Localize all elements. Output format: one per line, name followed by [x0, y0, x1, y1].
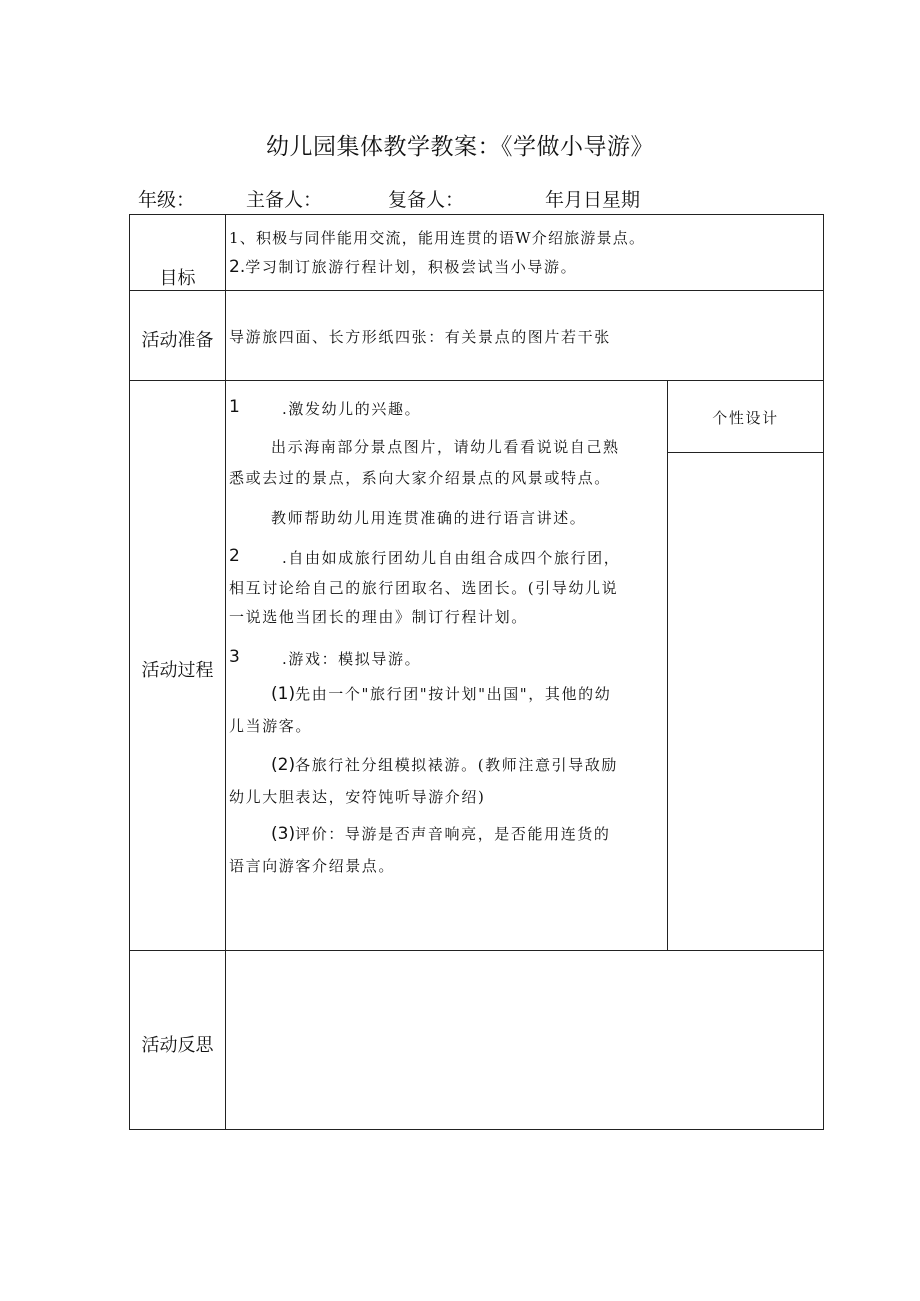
- sub-item-3-number: (3): [271, 824, 296, 844]
- preparation-label: 活动准备: [141, 330, 214, 351]
- step-1-title: .激发幼儿的兴趣。: [282, 400, 422, 418]
- sub-item-2-text: 各旅行社分组模拟裱游。(教师注意引导敌励: [295, 756, 618, 774]
- table-border-top: [129, 214, 824, 215]
- sub-item-3-line-2: 语言向游客介绍景点。: [229, 857, 396, 875]
- step-2-number: 2: [229, 546, 240, 566]
- row-divider-process: [129, 950, 824, 951]
- side-column-divider: [667, 380, 668, 951]
- step-2-line-1: .自由如成旅行团幼儿自由组合成四个旅行团，: [282, 549, 621, 567]
- sub-item-2-number: (2): [271, 755, 296, 775]
- personal-design-header: 个性设计: [712, 409, 779, 427]
- goal-2-text: 学习制订旅游行程计划，积极尝试当小导游。: [245, 258, 578, 276]
- process-label: 活动过程: [141, 660, 214, 681]
- sub-item-3-text: 评价：导游是否声音响亮，是否能用连货的: [295, 825, 611, 843]
- table-border-bottom: [129, 1129, 824, 1130]
- author-label: 主备人：: [246, 189, 323, 211]
- goals-label: 目标: [159, 268, 196, 289]
- side-header-divider: [667, 452, 824, 453]
- sub-item-1-number: (1): [271, 684, 296, 704]
- sub-item-1-line-2: 儿当游客。: [229, 717, 313, 735]
- step-1-paragraph-1-line-2: 悉或去过的景点，系向大家介绍景点的风景或特点。: [229, 469, 611, 487]
- row-divider-goals: [129, 290, 824, 291]
- co-author-label: 复备人：: [388, 189, 465, 211]
- date-label: 年月日星期: [545, 189, 641, 211]
- grade-label: 年级：: [138, 189, 196, 211]
- preparation-text: 导游旅四面、长方形纸四张：有关景点的图片若干张: [229, 328, 611, 346]
- step-2-line-2: 相互讨论给自己的旅行团取名、选团长。(引导幼儿说: [229, 579, 619, 597]
- sub-item-3-line-1: [271, 823, 611, 844]
- sub-item-1-line-1: [271, 683, 611, 704]
- row-divider-preparation: [129, 380, 824, 381]
- step-3-number: 3: [229, 647, 240, 667]
- sub-item-2-line-2: 幼儿大胆表达，安符饨听导游介绍): [229, 788, 486, 806]
- goal-line-1: 1、积极与同伴能用交流，能用连贯的语W介绍旅游景点。: [229, 229, 646, 247]
- step-2-line-3: 一说选他当团长的理由》制订行程计划。: [229, 608, 528, 626]
- step-1-number: 1: [229, 397, 240, 417]
- table-border-right: [823, 214, 824, 1130]
- sub-item-1-text: 先由一个"旅行团"按计划"出国"，其他的幼: [295, 685, 612, 703]
- page-title: 幼儿园集体教学教案：《学做小导游》: [266, 134, 654, 160]
- step-1-paragraph-2: 教师帮助幼儿用连贯准确的进行语言讲述。: [271, 509, 587, 527]
- reflection-label: 活动反思: [141, 1035, 214, 1056]
- step-1-paragraph-1-line-1: 出示海南部分景点图片，请幼儿看看说说自己熟: [271, 438, 620, 456]
- goal-line-2: [229, 256, 577, 277]
- label-column-divider: [225, 214, 226, 1130]
- goal-2-number: 2.: [229, 257, 246, 277]
- step-3-title: .游戏：模拟导游。: [282, 650, 422, 668]
- sub-item-2-line-1: [271, 754, 618, 775]
